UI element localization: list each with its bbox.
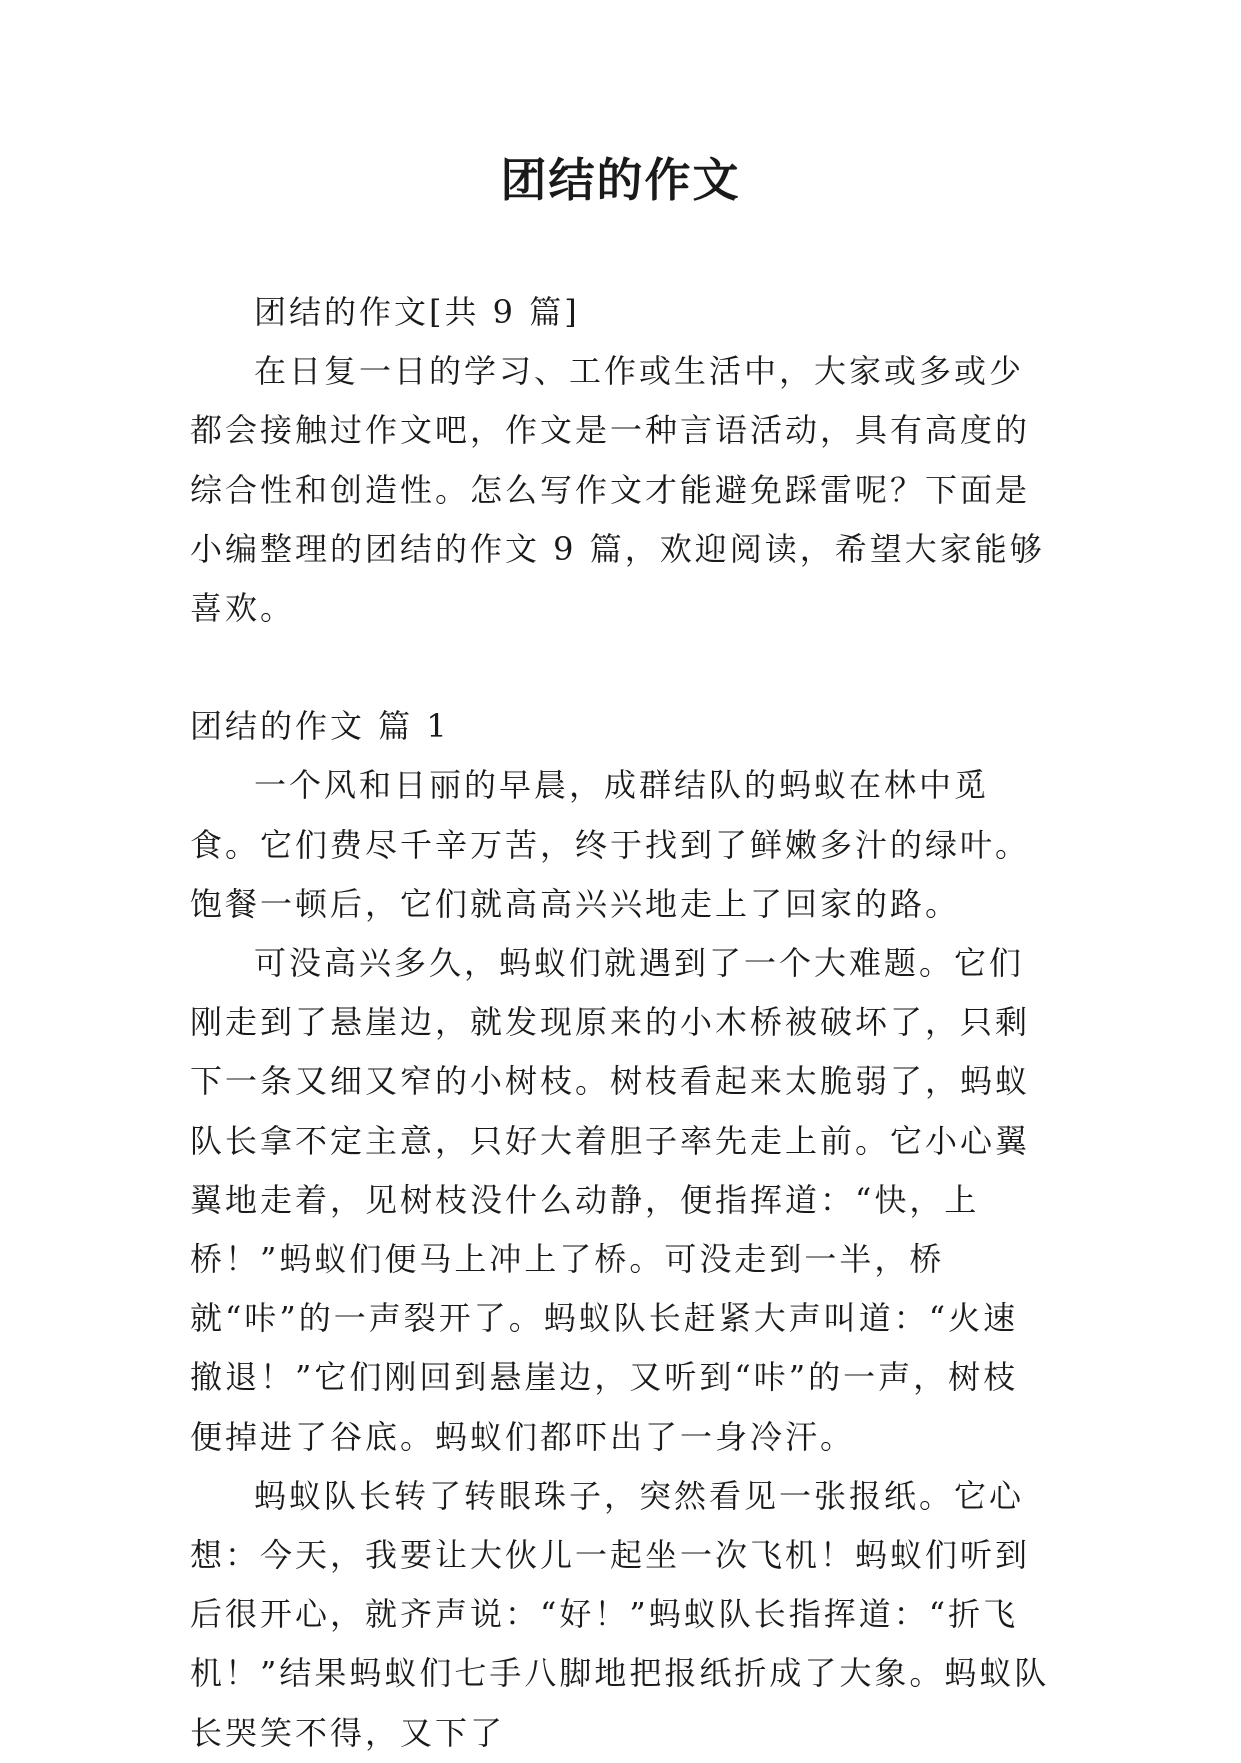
paragraph-gap <box>190 638 1050 697</box>
document-body <box>190 283 1050 1763</box>
body-paragraph-1: 一个风和日丽的早晨，成群结队的蚂蚁在林中觅食。它们费尽千辛万苦，终于找到了鲜嫩多汁的绿叶。饱餐一顿后，它们就高高兴兴地走上了回家的路。 <box>190 766 1031 923</box>
body-paragraph-3: 蚂蚁队长转了转眼珠子，突然看见一张报纸。它心想：今天，我要让大伙儿一起坐一次飞机！蚂蚁们听到后很开心，就齐声说：“好！”蚂蚁队长指挥道：“折飞机！”结果蚂蚁们七手八脚地把报纸折成了大象。蚂蚁队长哭笑不得，又下了 <box>190 1476 1050 1752</box>
section-heading: 团结的作文 篇 1 <box>190 707 450 746</box>
body-paragraph-2: 可没高兴多久，蚂蚁们就遇到了一个大难题。它们刚走到了悬崖边，就发现原来的小木桥被破坏了，只剩下一条又细又窄的小树枝。树枝看起来太脆弱了，蚂蚁队长拿不定主意，只好大着胆子率先走上前。它小心翼翼地走着，见树枝没什么动静，便指挥道：“快，上桥！”蚂蚁们便马上冲上了桥。可没走到一半，桥就“咔”的一声裂开了。蚂蚁队长赶紧大声叫道：“火速撤退！”它们刚回到悬崖边，又听到“咔”的一声，树枝便掉进了谷底。蚂蚁们都吓出了一身冷汗。 <box>190 944 1031 1456</box>
intro-heading: 团结的作文[共 9 篇] <box>254 293 580 331</box>
document-title: 团结的作文 <box>500 153 741 207</box>
intro-paragraph: 在日复一日的学习、工作或生活中，大家或多或少都会接触过作文吧，作文是一种言语活动，具有高度的综合性和创造性。怎么写作文才能避免踩雷呢？下面是小编整理的团结的作文 9 篇，欢迎阅读，希望大家能够喜欢。 <box>190 352 1045 628</box>
